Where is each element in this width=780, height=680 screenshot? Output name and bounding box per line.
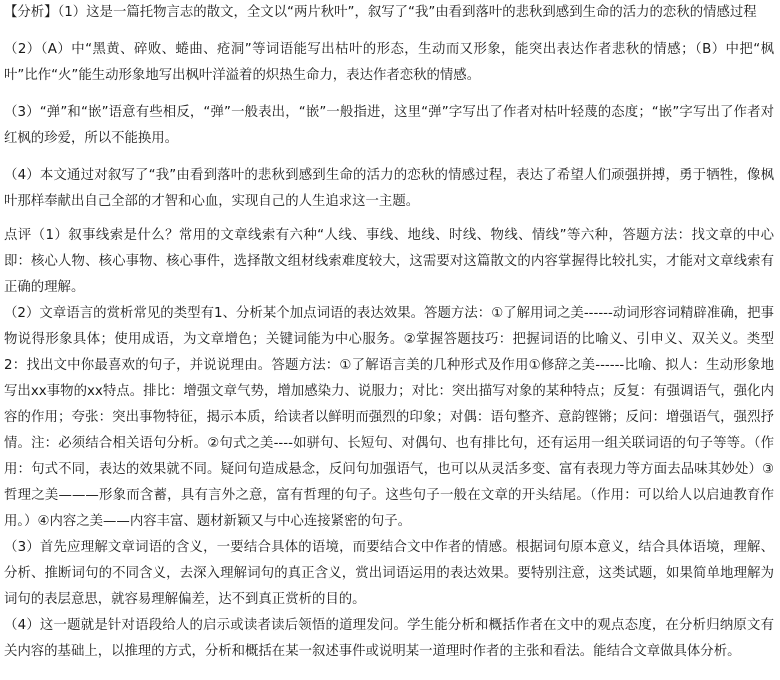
analysis-paragraph-2: （2）（A）中“黑黄、碎败、蜷曲、疮洞”等词语能写出枯叶的形态，生动而又形象，能突出表达作者悲秋的情感；（B）中把“枫叶”比作“火”能生动形象地写出枫叶洋溢着的炽热生命力，表达作者恋秋的情感。 [4,42,774,83]
analysis-paragraph-1: 【分析】（1）这是一篇托物言志的散文，全文以“两片秋叶”，叙写了“我”由看到落叶的悲秋到感到生命的活力的恋秋的情感过程 [4,5,757,20]
comment-paragraph-3: （3）首先应理解文章词语的含义，一要结合具体的语境，而要结合文中作者的情感。根据词句原本意义，结合具体语境，理解、分析、推断词句的不同含义，去深入理解词句的真正含义，赏出词语运用的表达效果。要特别注意，这类试题，如果简单地理解为词句的表层意思，就容易理解偏差，达不到真正赏析的目的。 [4,540,774,607]
analysis-paragraph-3: （3）“弹”和“嵌”语意有些相反，“弹”一般表出，“嵌”一般指进，这里“弹”字写出了作者对枯叶轻蔑的态度；“嵌”字写出了作者对红枫的珍爱，所以不能换用。 [4,105,774,146]
comment-paragraph-4: （4）这一题就是针对语段给人的启示或读者读后领悟的道理发问。学生能分析和概括作者在文中的观点态度，在分析归纳原文有关内容的基础上，以推理的方式，分析和概括在某一叙述事件或说明某一道理时作者的主张和看法。能结合文章做具体分析。 [4,618,774,659]
comment-paragraph-1: 点评（1）叙事线索是什么？常用的文章线索有六种“人线、事线、地线、时线、物线、情线”等六种，答题方法：找文章的中心即：核心人物、核心事物、核心事件，选择散文组材线索难度较大，这需要对这篇散文的内容掌握得比较扎实，才能对文章线索有正确的理解。 [4,228,774,295]
comment-paragraph-2: （2）文章语言的赏析常见的类型有1、分析某个加点词语的表达效果。答题方法：①了解用词之美------动词形容词精辟准确，把事物说得形象具体；使用成语，为文章增色；关键词能为中心服务。②掌握答题技巧：把握词语的比喻义、引申义、双关义。类型2：找出文中你最喜欢的句子，并说说理由。答题方法：①了解语言美的几种形式及作用①修辞之美------比喻、拟人：生动形象地写出xx事物的xx特点。排比：增强文章气势，增加感染力、说服力；对比：突出描写对象的某种特点；反复：有强调语气，强化内容的作用；夸张：突出事物特征，揭示本质，给读者以鲜明而强烈的印象；对偶：语句整齐、意韵铿锵；反问：增强语气，强烈抒情。注：必须结合相关语句分析。②句式之美----如骈句、长短句、对偶句、也有排比句，还有运用一组关联词语的句子等等。（作用：句式不同，表达的效果就不同。疑问句造成悬念，反问句加强语气，也可以从灵活多变、富有表现力等方面去品味其妙处）③哲理之美———形象而含蓄，具有言外之意，富有哲理的句子。这些句子一般在文章的开头结尾。（作用：可以给人以启迪教育作用。）④内容之美——内容丰富、题材新颖又与中心连接紧密的句子。 [4,306,774,529]
analysis-paragraph-4: （4）本文通过对叙写了“我”由看到落叶的悲秋到感到生命的活力的恋秋的情感过程，表达了希望人们顽强拼搏，勇于牺牲，像枫叶那样奉献出自己全部的才智和心血，实现自己的人生追求这一主题。 [4,168,774,209]
